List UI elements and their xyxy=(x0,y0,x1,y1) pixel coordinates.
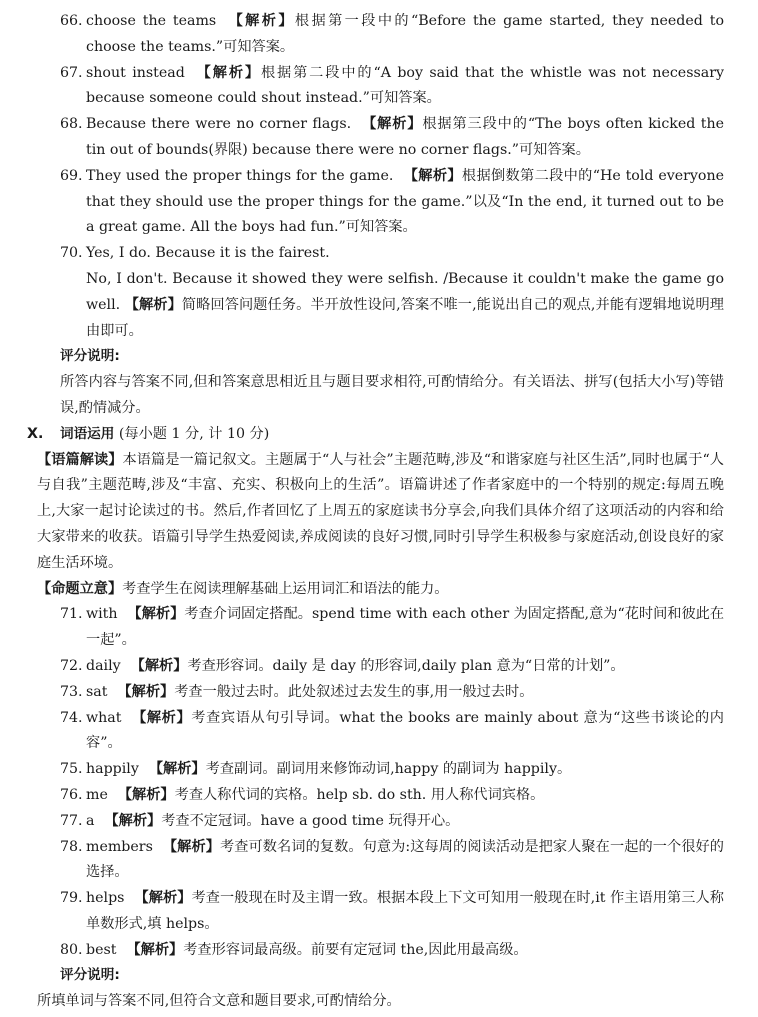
answer-text: a xyxy=(86,812,95,829)
reading-answers-66-69 xyxy=(0,9,758,241)
item-number: 77. xyxy=(60,812,83,829)
item-number: 69. xyxy=(60,167,83,184)
item-number: 78. xyxy=(60,838,83,855)
answer-item xyxy=(0,835,758,887)
analysis-text: 考查可数名词的复数。句意为:这每周的阅读活动是把家人聚在一起的一个很好的选择。 xyxy=(86,838,724,881)
section-note: (每小题 1 分, 计 10 分) xyxy=(118,425,270,442)
item-number: 71. xyxy=(60,606,83,623)
answer-text: shout instead xyxy=(86,64,185,81)
analysis-tag: 【解析】 xyxy=(226,13,295,29)
item-number: 67. xyxy=(60,64,83,81)
answer-text-yes: Yes, I do. Because it is the fairest. xyxy=(86,245,330,262)
answer-text: sat xyxy=(86,683,108,700)
section-title: 词语运用 xyxy=(60,425,115,442)
scoring-label: 评分说明: xyxy=(60,348,120,365)
answer-text: me xyxy=(86,786,108,803)
analysis-text: 考查宾语从句引导词。what the books are mainly about 意为“这些书谈论的内容”。 xyxy=(86,709,724,752)
answer-item xyxy=(0,9,758,61)
answer-text: They used the proper things for the game. xyxy=(86,167,394,184)
analysis-text: 根据倒数第二段中的“He told everyone that they should use the proper things for the game.”以及“In the end, it turned out to be a great game. All the boys had fun.”可知答案。 xyxy=(86,167,724,236)
item-number: 66. xyxy=(60,13,83,29)
analysis-text: 根据第三段中的“The boys often kicked the tin out of bounds(界限) because there were no corner flags.”可知答案。 xyxy=(86,116,724,158)
analysis-text: 考查不定冠词。have a good time 玩得开心。 xyxy=(161,812,460,829)
analysis-tag: 【解析】 xyxy=(131,709,192,726)
scoring-label-2: 评分说明: xyxy=(60,967,120,984)
analysis-text: 考查一般现在时及主谓一致。根据本段上下文可知用一般现在时,it 作主语用第三人称单数形式,填 helps。 xyxy=(86,890,724,932)
answer-item xyxy=(0,602,758,654)
answer-item xyxy=(0,164,758,241)
answer-item xyxy=(0,654,758,680)
reading-text: 本语篇是一篇记叙文。主题属于“人与社会”主题范畴,涉及“和谐家庭与社区生活”,同时也属于“人与自我”主题范畴,涉及“丰富、充实、积极向上的生活”。语篇讲述了作者家庭中的一个特别的规定:每周五晚上,大家一起讨论读过的书。然后,作者回忆了上周五的家庭读书分享会,向我们具体介绍了这项活动的内容和给大家带来的收获。语篇引导学生热爱阅读,养成阅读的良好习惯,同时引导学生积极参与家庭活动,创设良好的家庭生活环境。 xyxy=(37,451,724,571)
answer-item xyxy=(0,112,758,164)
reading-tag: 【语篇解读】 xyxy=(37,451,123,468)
item-number: 76. xyxy=(60,786,83,803)
item-number: 73. xyxy=(60,683,83,700)
analysis-tag: 【解析】 xyxy=(148,761,206,778)
analysis-text: 考查介词固定搭配。spend time with each other 为固定搭配,意为“花时间和彼此在一起”。 xyxy=(86,606,725,649)
answer-text: daily xyxy=(86,657,121,674)
analysis-tag: 【解析】 xyxy=(104,812,162,829)
analysis-text: 考查形容词最高级。前要有定冠词 the,因此用最高级。 xyxy=(183,941,528,958)
analysis-tag: 【解析】 xyxy=(117,683,175,700)
answer-item xyxy=(0,783,758,809)
answer-item xyxy=(0,61,758,113)
question-purpose xyxy=(0,577,758,603)
word-usage-answers-71-80 xyxy=(0,602,758,963)
answer-text: best xyxy=(86,941,117,958)
analysis-tag: 【解析】 xyxy=(403,167,462,184)
analysis-tag: 【解析】 xyxy=(127,606,185,623)
answer-item xyxy=(0,757,758,783)
scoring-text: 所答内容与答案不同,但和答案意思相近且与题目要求相符,可酌情给分。有关语法、拼写(包括大小写)等错误,酌情减分。 xyxy=(60,374,724,416)
item-number: 74. xyxy=(60,709,83,726)
analysis-text: 根据第二段中的“A boy said that the whistle was not necessary because someone could shout instead.”可知答案。 xyxy=(86,64,725,107)
answer-text: helps xyxy=(86,890,125,907)
analysis-text: 根据第一段中的“Before the game started, they needed to choose the teams.”可知答案。 xyxy=(86,13,724,55)
item-number: 79. xyxy=(60,890,83,907)
answer-item xyxy=(0,706,758,758)
item-number: 68. xyxy=(60,116,83,133)
analysis-text: 考查副词。副词用来修饰动词,happy 的副词为 happily。 xyxy=(205,761,572,778)
item-number: 70. xyxy=(60,245,83,262)
answer-key-page xyxy=(0,9,758,1015)
analysis-text: 简略回答问题任务。半开放性设问,答案不唯一,能说出自己的观点,并能有逻辑地说明理由即可。 xyxy=(86,296,724,339)
item-number: 80. xyxy=(60,941,83,958)
analysis-tag: 【解析】 xyxy=(117,786,175,803)
answer-text: with xyxy=(86,606,118,623)
section-heading xyxy=(0,422,758,448)
answer-item xyxy=(0,938,758,964)
analysis-tag: 【解析】 xyxy=(130,657,188,674)
analysis-text: 考查一般过去时。此处叙述过去发生的事,用一般过去时。 xyxy=(174,683,534,700)
passage-reading xyxy=(0,448,758,577)
answer-text: members xyxy=(86,838,153,855)
answer-text: what xyxy=(86,709,122,726)
analysis-tag: 【解析】 xyxy=(124,296,182,313)
answer-item xyxy=(0,886,758,938)
purpose-text: 考查学生在阅读理解基础上运用词汇和语法的能力。 xyxy=(122,580,449,597)
item-number: 72. xyxy=(60,657,83,674)
analysis-tag: 【解析】 xyxy=(126,941,184,958)
section-number: Ⅹ. xyxy=(27,425,44,442)
scoring-text-2: 所填单词与答案不同,但符合文意和题目要求,可酌情给分。 xyxy=(37,993,401,1010)
answer-item xyxy=(0,809,758,835)
answer-text: choose the teams xyxy=(86,13,217,29)
answer-text: Because there were no corner flags. xyxy=(86,116,352,133)
analysis-text: 考查人称代词的宾格。help sb. do sth. 用人称代词宾格。 xyxy=(174,786,545,803)
analysis-tag: 【解析】 xyxy=(361,116,423,133)
analysis-tag: 【解析】 xyxy=(162,838,220,855)
answer-item xyxy=(0,680,758,706)
purpose-tag: 【命题立意】 xyxy=(37,580,123,597)
answer-text-no: No, I don't. Because it showed they were selfish. /Because it couldn't make the game go well. xyxy=(86,270,724,313)
analysis-text: 考查形容词。daily 是 day 的形容词,daily plan 意为“日常的计划”。 xyxy=(187,657,625,674)
answer-item-70 xyxy=(0,241,758,344)
analysis-tag: 【解析】 xyxy=(134,890,192,907)
answer-text: happily xyxy=(86,761,139,778)
item-number: 75. xyxy=(60,761,83,778)
analysis-tag: 【解析】 xyxy=(194,64,261,81)
